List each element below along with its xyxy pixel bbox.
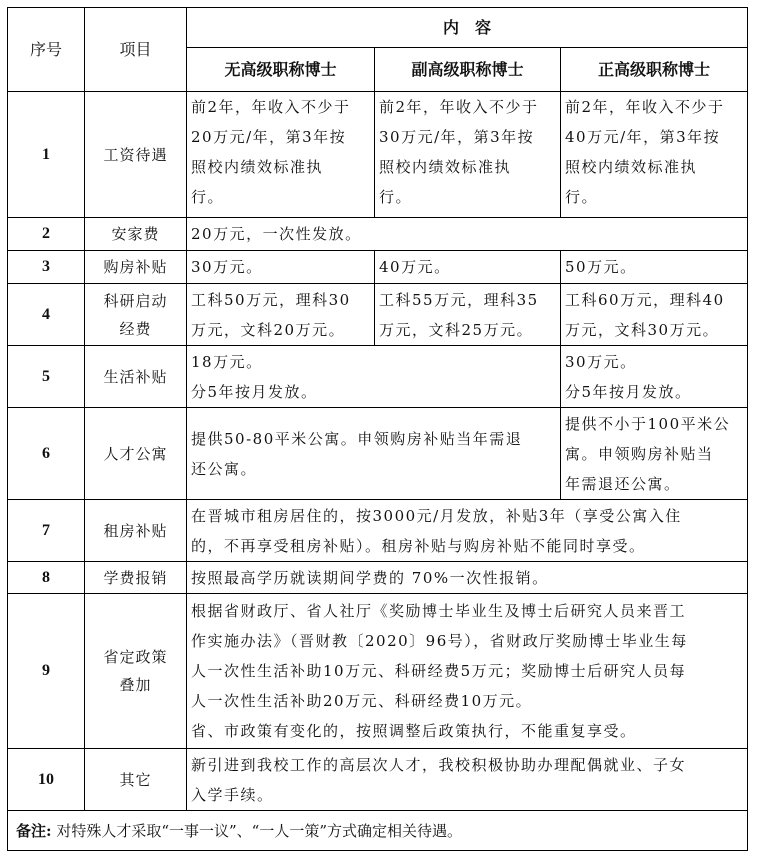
header-col-full: 正高级职称博士 [561, 48, 748, 92]
note-label: 备注: [16, 821, 52, 840]
cell-line: 行。 [191, 188, 225, 206]
cell-line: 30万元/年，第3年按 [379, 128, 535, 146]
cell-line: 分5年按月发放。 [565, 382, 692, 401]
cell-line: 照校内绩效标准执 [191, 158, 324, 176]
table-row [8, 500, 748, 562]
cell-line: 万元，文科20万元。 [191, 320, 346, 339]
cell-line: 根据省财政厅、省人社厅《奖励博士毕业生及博士后研究人员来晋工 [191, 602, 687, 620]
cell-full: 50万元。 [561, 251, 748, 284]
row-item: 学费报销 [85, 562, 187, 594]
row-item: 安家费 [85, 218, 187, 251]
cell-line: 万元，文科25万元。 [379, 320, 534, 339]
cell-line: 作实施办法》（晋财教〔2020〕96号），省财政厅奖励博士毕业生每 [191, 632, 688, 650]
table-row [8, 92, 748, 218]
header-seq: 序号 [8, 8, 85, 92]
row-number: 5 [8, 346, 85, 408]
table-row [8, 346, 748, 408]
row-item: 购房补贴 [85, 251, 187, 284]
header-content: 内 容 [187, 8, 748, 48]
table-row [8, 594, 748, 749]
cell-line: 工科60万元，理科40 [565, 290, 725, 309]
table-row [8, 749, 748, 811]
row-number: 1 [8, 92, 85, 218]
row-item: 人才公寓 [85, 408, 187, 500]
cell-line: 前2年，年收入不少于 [379, 98, 539, 116]
cell-line: 人一次性生活补助10万元、科研经费5万元；奖励博士后研究人员每 [191, 662, 687, 680]
note-text: 对特殊人才采取“一事一议”、“一人一策”方式确定相关待遇。 [56, 821, 463, 840]
cell-line: 的，不再享受租房补贴）。租房补贴与购房补贴不能同时享受。 [191, 536, 646, 555]
cell-all: 按照最高学历就读期间学费的 70%一次性报销。 [187, 562, 748, 594]
row-item: 工资待遇 [85, 92, 187, 218]
note-row [8, 811, 748, 851]
item-line: 经费 [119, 319, 152, 338]
cell-full [561, 408, 748, 500]
cell-assoc [375, 284, 561, 346]
cell-line: 提供50-80平米公寓。申领购房补贴当年需退 [191, 429, 523, 448]
cell-line: 前2年，年收入不少于 [565, 98, 725, 116]
cell-line: 前2年，年收入不少于 [191, 98, 351, 116]
row-item: 其它 [85, 749, 187, 811]
cell-assoc: 40万元。 [375, 251, 561, 284]
cell-all [187, 500, 748, 562]
cell-line: 新引进到我校工作的高层次人才，我校积极协助办理配偶就业、子女 [191, 755, 687, 774]
cell-line: 万元，文科30万元。 [565, 320, 720, 339]
table-row [8, 218, 748, 251]
cell-line: 年需退还公寓。 [565, 474, 681, 493]
header-col-assoc: 副高级职称博士 [375, 48, 561, 92]
row-number: 2 [8, 218, 85, 251]
cell-line: 提供不小于100平米公 [565, 414, 731, 433]
cell-line: 分5年按月发放。 [191, 382, 318, 401]
cell-full [561, 284, 748, 346]
cell-line: 18万元。 [191, 352, 263, 371]
row-number: 7 [8, 500, 85, 562]
cell-none-assoc [187, 346, 561, 408]
cell-line: 人一次性生活补助20万元、科研经费10万元。 [191, 692, 533, 710]
cell-line: 还公寓。 [191, 459, 258, 478]
table-row [8, 284, 748, 346]
cell-all [187, 749, 748, 811]
policy-table [7, 7, 748, 851]
row-number: 10 [8, 749, 85, 811]
cell-full [561, 92, 748, 218]
row-item: 生活补贴 [85, 346, 187, 408]
cell-none-assoc [187, 408, 561, 500]
cell-line: 在晋城市租房居住的，按3000元/月发放，补贴3年（享受公寓入住 [191, 506, 682, 525]
cell-line: 照校内绩效标准执 [379, 158, 512, 176]
cell-none: 30万元。 [187, 251, 375, 284]
item-line: 叠加 [119, 676, 152, 694]
row-item [85, 284, 187, 346]
row-item: 租房补贴 [85, 500, 187, 562]
row-number: 6 [8, 408, 85, 500]
item-line: 省定政策 [103, 648, 168, 666]
note-cell [8, 811, 748, 851]
row-number: 8 [8, 562, 85, 594]
row-item [85, 594, 187, 749]
cell-line: 40万元/年，第3年按 [565, 128, 721, 146]
cell-none [187, 284, 375, 346]
table-row [8, 562, 748, 594]
cell-line: 入学手续。 [191, 785, 274, 804]
row-number: 4 [8, 284, 85, 346]
cell-all: 20万元，一次性发放。 [187, 218, 748, 251]
header-col-none: 无高级职称博士 [187, 48, 375, 92]
cell-line: 行。 [379, 188, 413, 206]
cell-line: 20万元/年，第3年按 [191, 128, 347, 146]
row-number: 9 [8, 594, 85, 749]
cell-line: 工科55万元，理科35 [379, 290, 539, 309]
cell-line: 工科50万元，理科30 [191, 290, 351, 309]
cell-line: 省、市政策有变化的，按照调整后政策执行，不能重复享受。 [191, 722, 637, 740]
row-number: 3 [8, 251, 85, 284]
cell-line: 寓。申领购房补贴当 [565, 444, 714, 463]
cell-all [187, 594, 748, 749]
cell-line: 行。 [565, 188, 599, 206]
cell-assoc [375, 92, 561, 218]
table-row [8, 408, 748, 500]
cell-line: 30万元。 [565, 352, 637, 371]
cell-full [561, 346, 748, 408]
table-row [8, 251, 748, 284]
cell-none [187, 92, 375, 218]
header-item: 项目 [85, 8, 187, 92]
cell-line: 照校内绩效标准执 [565, 158, 698, 176]
item-line: 科研启动 [103, 291, 168, 310]
